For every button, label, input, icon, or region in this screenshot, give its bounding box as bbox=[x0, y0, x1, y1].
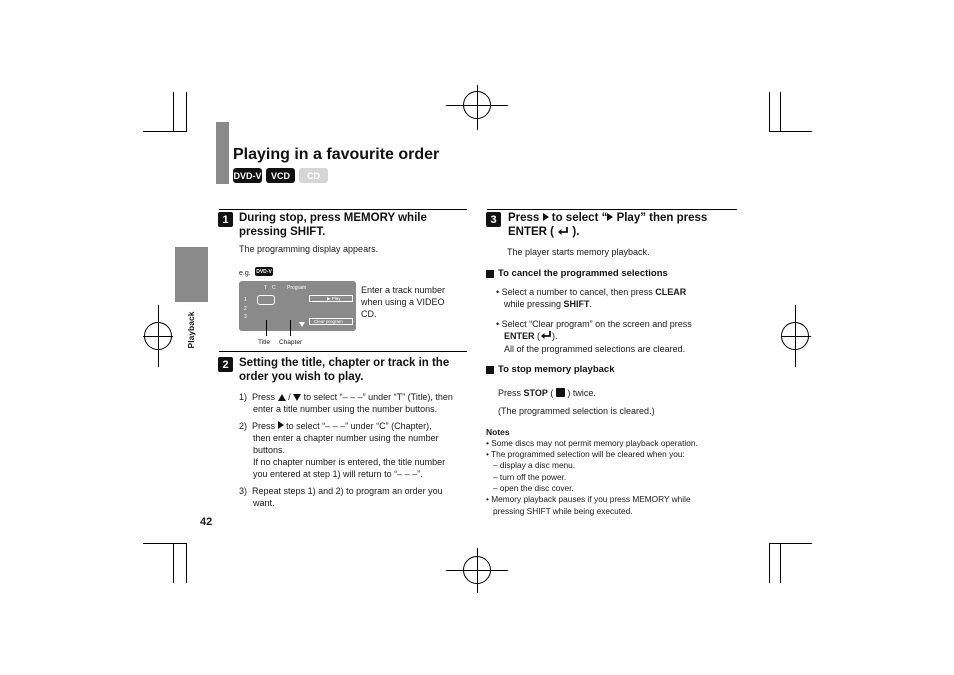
stop-result: (The programmed selection is cleared.) bbox=[498, 406, 655, 416]
cancel-bullet-2-line-2: ENTER ( ). bbox=[504, 331, 558, 341]
down-arrow-icon bbox=[293, 394, 301, 401]
step2-heading: Setting the title, chapter or track in the order you wish to play. bbox=[239, 357, 450, 383]
page-title: Playing in a favourite order bbox=[233, 146, 440, 163]
notes-heading: Notes bbox=[486, 427, 510, 437]
badge-dvd-v: DVD-V bbox=[233, 168, 262, 183]
step3-heading: Press to select “ Play” then press ENTER ( ). bbox=[508, 212, 708, 238]
note-1: • Some discs may not permit memory playback operation. bbox=[486, 438, 698, 448]
stop-icon bbox=[556, 388, 565, 397]
page-number: 42 bbox=[200, 516, 213, 528]
note-2b: – turn off the power. bbox=[493, 472, 567, 482]
badge-vcd: VCD bbox=[266, 168, 295, 183]
cancel-bullet-1: • Select a number to cancel, then press CLEAR bbox=[496, 287, 687, 297]
section-tab bbox=[175, 247, 208, 302]
step2-item-2: 2) Press to select “– – –” under “C” (Chapter), bbox=[239, 421, 432, 431]
enter-icon bbox=[557, 226, 569, 236]
example-label: e.g. bbox=[239, 270, 251, 277]
title-chapter-cursor bbox=[257, 295, 275, 305]
step-number-2: 2 bbox=[218, 357, 233, 372]
stop-instruction: Press STOP ( ) twice. bbox=[498, 388, 596, 398]
step1-description: The programming display appears. bbox=[239, 244, 379, 254]
cancel-bullet-1-line-2: while pressing SHIFT. bbox=[504, 299, 593, 309]
note-2a: – display a disc menu. bbox=[493, 460, 576, 470]
play-option: ▶ Play bbox=[309, 295, 353, 302]
divider bbox=[219, 209, 467, 210]
right-arrow-icon bbox=[278, 421, 284, 429]
up-arrow-icon bbox=[278, 394, 286, 401]
right-arrow-icon bbox=[543, 213, 549, 221]
programming-display: T C Program ▶ Play 1 2 3 Clear program bbox=[239, 281, 356, 331]
callout-title: Title bbox=[258, 339, 271, 346]
section-label: Playback bbox=[186, 311, 196, 349]
note-3: • Memory playback pauses if you press MEMORY while bbox=[486, 494, 691, 504]
scroll-down-icon bbox=[299, 322, 305, 327]
clear-program-option: Clear program bbox=[309, 318, 353, 325]
note-2c: – open the disc cover. bbox=[493, 483, 574, 493]
title-leader-line bbox=[266, 320, 267, 336]
callout-chapter: Chapter bbox=[279, 339, 303, 346]
play-icon bbox=[607, 213, 613, 221]
cancel-bullet-2: • Select “Clear program” on the screen and press bbox=[496, 319, 692, 329]
step-number-1: 1 bbox=[218, 212, 233, 227]
square-bullet-icon bbox=[486, 366, 494, 374]
title-bar bbox=[216, 122, 229, 184]
cancel-heading: To cancel the programmed selections bbox=[486, 268, 668, 279]
square-bullet-icon bbox=[486, 270, 494, 278]
step3-description: The player starts memory playback. bbox=[507, 247, 650, 257]
divider bbox=[219, 351, 467, 352]
step2-item-1: 1) Press / to select “– – –” under “T” (Title), then bbox=[239, 392, 453, 402]
stop-heading: To stop memory playback bbox=[486, 364, 615, 375]
example-badge-dvd-v: DVD-V bbox=[256, 268, 272, 275]
note-3-line-2: pressing SHIFT while being executed. bbox=[493, 506, 633, 516]
badge-cd: CD bbox=[299, 168, 328, 183]
step2-item-3-line-2: want. bbox=[253, 498, 275, 508]
chapter-leader-line bbox=[290, 320, 291, 336]
cancel-bullet-2-line-3: All of the programmed selections are cleared. bbox=[504, 344, 686, 354]
video-cd-note: Enter a track number when using a VIDEO CD. bbox=[361, 285, 446, 319]
step2-item-2-continued: then enter a chapter number using the number buttons. If no chapter number is entered, the title number you entered at step 1) will return to “– – –”. bbox=[253, 433, 446, 479]
enter-icon bbox=[540, 330, 552, 340]
step2-item-1-line-2: enter a title number using the number buttons. bbox=[253, 404, 438, 414]
note-2: • The programmed selection will be cleared when you: bbox=[486, 449, 685, 459]
step-number-3: 3 bbox=[486, 212, 501, 227]
step2-item-3: 3) Repeat steps 1) and 2) to program an order you bbox=[239, 486, 443, 496]
step1-heading: During stop, press MEMORY while pressing SHIFT. bbox=[239, 212, 427, 238]
divider bbox=[487, 209, 737, 210]
